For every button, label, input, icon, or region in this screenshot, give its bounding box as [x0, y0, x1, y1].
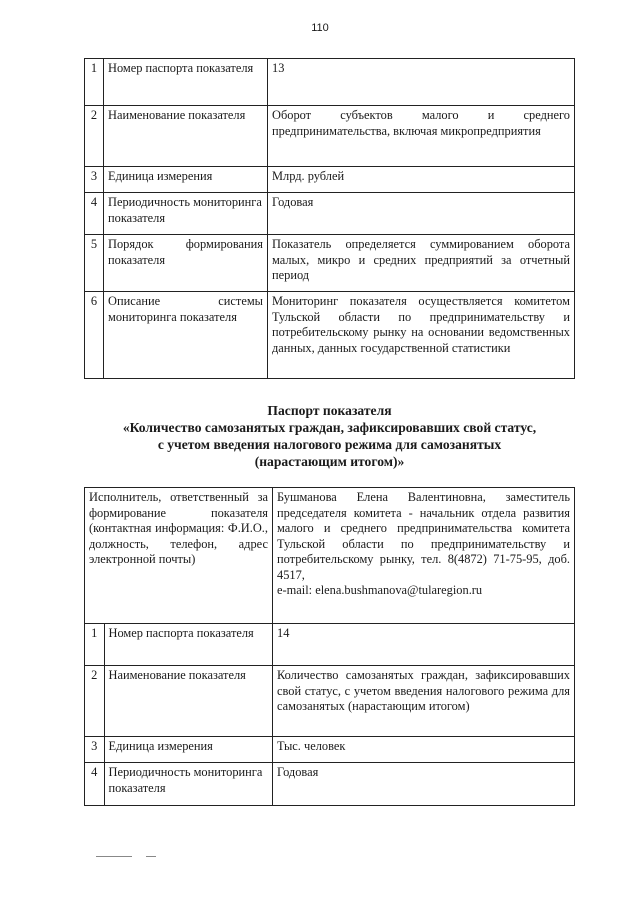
row-number: 3 [85, 167, 104, 193]
passport-title-line: с учетом введения налогового режима для самозанятых [157, 437, 502, 452]
row-value: Оборот субъектов малого и среднего предпринимательства, включая микропредприятия [268, 106, 575, 167]
row-value: 14 [273, 624, 575, 666]
row-number: 1 [85, 624, 105, 666]
passport-title-line: Паспорт показателя [267, 403, 392, 418]
passport-title [84, 402, 575, 470]
passport-title-line: «Количество самозанятых граждан, зафиксировавших свой статус, [122, 420, 537, 435]
row-label: Наименование показателя [104, 666, 272, 737]
row-value: Количество самозанятых граждан, зафиксировавших свой статус, с учетом введения налогового режима для самозанятых (нарастающим итогом) [273, 666, 575, 737]
row-number: 3 [85, 737, 105, 763]
row-label: Периодичность мониторинга показателя [104, 193, 268, 235]
table-row [85, 737, 575, 763]
table-row [85, 624, 575, 666]
table-row [85, 193, 575, 235]
row-value: Млрд. рублей [268, 167, 575, 193]
row-value: Годовая [273, 763, 575, 806]
row-label: Описание системы мониторинга показателя [104, 292, 268, 379]
row-label: Единица измерения [104, 167, 268, 193]
table-row [85, 763, 575, 806]
row-value: 13 [268, 59, 575, 106]
executor-email: e-mail: elena.bushmanova@tularegion.ru [277, 583, 483, 597]
table-row [85, 167, 575, 193]
row-number: 6 [85, 292, 104, 379]
executor-value [273, 488, 575, 624]
scan-artifact [96, 856, 132, 857]
passport-13-table [84, 58, 575, 379]
table-row [85, 235, 575, 292]
row-label: Периодичность мониторинга показателя [104, 763, 272, 806]
table-row [85, 106, 575, 167]
row-number: 5 [85, 235, 104, 292]
executor-label: Исполнитель, ответственный за формирование показателя (контактная информация: Ф.И.О., должность, телефон, адрес электронной почты) [85, 488, 273, 624]
row-value: Тыс. человек [273, 737, 575, 763]
executor-row [85, 488, 575, 624]
row-number: 2 [85, 106, 104, 167]
row-label: Единица измерения [104, 737, 272, 763]
table-row [85, 59, 575, 106]
row-number: 1 [85, 59, 104, 106]
row-label: Наименование показателя [104, 106, 268, 167]
row-number: 2 [85, 666, 105, 737]
row-value: Мониторинг показателя осуществляется комитетом Тульской области по предпринимательству и потребительскому рынку на основании ведомственных данных, данных государственной статистики [268, 292, 575, 379]
row-number: 4 [85, 763, 105, 806]
row-value: Показатель определяется суммированием оборота малых, микро и средних предприятий за отчетный период [268, 235, 575, 292]
table-row [85, 666, 575, 737]
row-number: 4 [85, 193, 104, 235]
row-value: Годовая [268, 193, 575, 235]
scan-artifact [146, 856, 156, 857]
passport-14-table [84, 487, 575, 806]
row-label: Номер паспорта показателя [104, 59, 268, 106]
passport-title-line: (нарастающим итогом)» [254, 454, 405, 469]
row-label: Номер паспорта показателя [104, 624, 272, 666]
page-number: 110 [311, 22, 329, 34]
executor-details: Бушманова Елена Валентиновна, заместитель председателя комитета - начальник отдела развития малого и среднего предпринимательства комитета Тульской области по предпринимательству и потребительскому рынку, тел. 8(4872) 71-75-95, доб. 4517, [277, 490, 570, 582]
table-row [85, 292, 575, 379]
row-label: Порядок формирования показателя [104, 235, 268, 292]
